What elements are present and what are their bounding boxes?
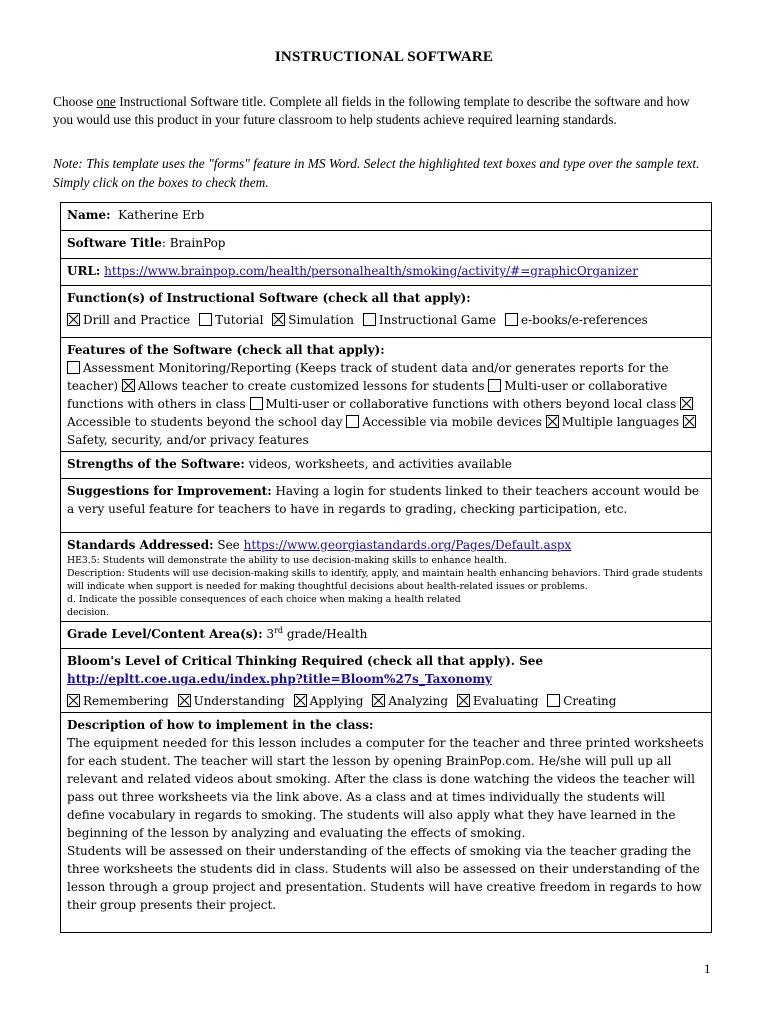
option-safety-security: Safety, security, and/or privacy features [67, 433, 309, 447]
checkbox-applying[interactable] [294, 694, 307, 707]
checkbox-multiuser-beyond-class[interactable] [250, 397, 263, 410]
page-number: 1 [704, 961, 711, 976]
name-row [61, 203, 712, 231]
software-title-field[interactable]: : BrainPop [161, 236, 226, 250]
suggestions-field[interactable]: Having a login for students linked to their teachers account would be a very useful feature for teachers to have in regards to grading, checking participation, etc. [67, 484, 700, 516]
checkbox-drill-practice[interactable] [67, 313, 80, 326]
grade-number: 3 [262, 627, 275, 641]
option-understanding: Understanding [193, 694, 285, 708]
functions-row [61, 286, 712, 338]
checkbox-simulation[interactable] [272, 313, 285, 326]
description-paragraph-2[interactable]: Students will be assessed on their understanding of the effects of smoking via the teacher grading the three worksheets the students did in class. Students will also be assessed on their understanding of the lesson through a group project and presentation. Students will have creative freedom in regards to how their group presents their project. [67, 844, 702, 912]
option-multiuser-beyond-class: Multi-user or collaborative functions with others beyond local class [265, 397, 677, 411]
checkbox-assessment-monitoring[interactable] [67, 361, 80, 374]
bloom-link[interactable]: http://epltt.coe.uga.edu/index.php?title=Bloom%27s_Taxonomy [67, 672, 493, 686]
functions-label: Function(s) of Instructional Software (check all that apply): [67, 291, 471, 305]
option-multiple-languages: Multiple languages [561, 415, 679, 429]
name-field[interactable]: Katherine Erb [118, 208, 205, 222]
features-row [61, 338, 712, 452]
software-title-row [61, 231, 712, 259]
standards-see: See [213, 538, 244, 552]
standards-link[interactable]: https://www.georgiastandards.org/Pages/Default.aspx [243, 538, 572, 552]
option-remembering: Remembering [83, 694, 169, 708]
checkbox-multiuser-in-class[interactable] [488, 379, 501, 392]
checkbox-understanding[interactable] [178, 694, 191, 707]
checkbox-mobile-devices[interactable] [346, 415, 359, 428]
intro-text-end: Instructional Software title. Complete all fields in the following template to describe the software and how you would use this product in your future classroom to help students achieve required learning standards. [53, 94, 690, 127]
name-label: Name: [67, 208, 111, 222]
option-multiuser-in-class: Multi-user or collaborative functions with others in class [67, 379, 668, 411]
option-simulation: Simulation [288, 313, 355, 327]
software-title-label: Software Title [67, 236, 162, 250]
software-template-form [60, 202, 712, 933]
standard-line: decision. [67, 607, 109, 618]
option-drill-practice: Drill and Practice [83, 313, 191, 327]
strengths-field[interactable]: videos, worksheets, and activities available [244, 457, 513, 471]
grade-level-field[interactable] [263, 627, 368, 641]
checkbox-customized-lessons[interactable] [122, 379, 135, 392]
option-mobile-devices: Accessible via mobile devices [362, 415, 542, 429]
checkbox-tutorial[interactable] [199, 313, 212, 326]
checkbox-ebooks[interactable] [505, 313, 518, 326]
intro-text-start: Choose [53, 94, 97, 109]
template-note: Note: This template uses the "forms" feature in MS Word. Select the highlighted text boxes and type over the sample text. Simply click on the boxes to check them. [53, 156, 700, 190]
checkbox-instructional-game[interactable] [363, 313, 376, 326]
standard-line: HE3.5: Students will demonstrate the ability to use decision-making skills to enhance health. [67, 555, 507, 566]
bloom-row [61, 649, 712, 713]
features-options [67, 359, 705, 449]
standard-line: Description: Students will use decision-making skills to identify, apply, and maintain health enhancing behaviors. Third grade students will indicate when support is needed for making thoughtful decisions about health-related issues or problems. [67, 568, 703, 592]
checkbox-creating[interactable] [547, 694, 560, 707]
option-creating: Creating [563, 694, 617, 708]
option-evaluating: Evaluating [472, 694, 539, 708]
suggestions-label: Suggestions for Improvement: [67, 484, 272, 498]
checkbox-multiple-languages[interactable] [546, 415, 559, 428]
suggestions-row [61, 479, 712, 533]
option-accessible-beyond-school: Accessible to students beyond the school day [67, 415, 343, 429]
bloom-label: Bloom's Level of Critical Thinking Required (check all that apply). See [67, 654, 544, 668]
url-label: URL: [67, 264, 101, 278]
standards-row [61, 533, 712, 622]
option-tutorial: Tutorial [215, 313, 264, 327]
grade-ordinal: rd [274, 626, 284, 635]
checkbox-remembering[interactable] [67, 694, 80, 707]
url-link[interactable]: https://www.brainpop.com/health/personalhealth/smoking/activity/#=graphicOrganizer [104, 264, 638, 278]
instructions-paragraph [53, 93, 713, 129]
option-assessment-monitoring: Assessment Monitoring/Reporting (Keeps track of student data and/or generates reports for the teacher) [67, 361, 669, 393]
features-label: Features of the Software (check all that apply): [67, 343, 385, 357]
option-ebooks: e-books/e-references [520, 313, 648, 327]
checkbox-accessible-beyond-school[interactable] [680, 397, 693, 410]
intro-underlined-word: one [96, 94, 116, 109]
document-title: INSTRUCTIONAL SOFTWARE [274, 49, 494, 65]
strengths-label: Strengths of the Software: [67, 457, 245, 471]
option-applying: Applying [309, 694, 364, 708]
option-customized-lessons: Allows teacher to create customized lessons for students [137, 379, 485, 393]
grade-subject: grade/Health [283, 627, 368, 641]
description-paragraph-1[interactable]: The equipment needed for this lesson includes a computer for the teacher and three printed worksheets for each student. The teacher will start the lesson by opening BrainPop.com. He/she will pull up all relevant and related videos about smoking. After the class is done watching the videos the teacher will pass out three worksheets via the link above. As a class and at times individually the students will define vocabulary in regards to smoking. The students will also apply what they have learned in the beginning of the lesson by analyzing and evaluating the effects of smoking. [67, 736, 704, 840]
grade-level-row [61, 622, 712, 649]
functions-options [67, 311, 705, 329]
standard-line: d. Indicate the possible consequences of each choice when making a health related [67, 594, 461, 605]
url-row [61, 259, 712, 286]
bloom-options [67, 692, 705, 710]
option-analyzing: Analyzing [388, 694, 449, 708]
checkbox-evaluating[interactable] [457, 694, 470, 707]
checkbox-analyzing[interactable] [372, 694, 385, 707]
grade-level-label: Grade Level/Content Area(s): [67, 627, 263, 641]
option-instructional-game: Instructional Game [378, 313, 497, 327]
description-row [61, 713, 712, 933]
checkbox-safety-security[interactable] [683, 415, 696, 428]
description-label: Description of how to implement in the class: [67, 718, 374, 732]
standards-label: Standards Addressed: [67, 538, 214, 552]
strengths-row [61, 452, 712, 479]
